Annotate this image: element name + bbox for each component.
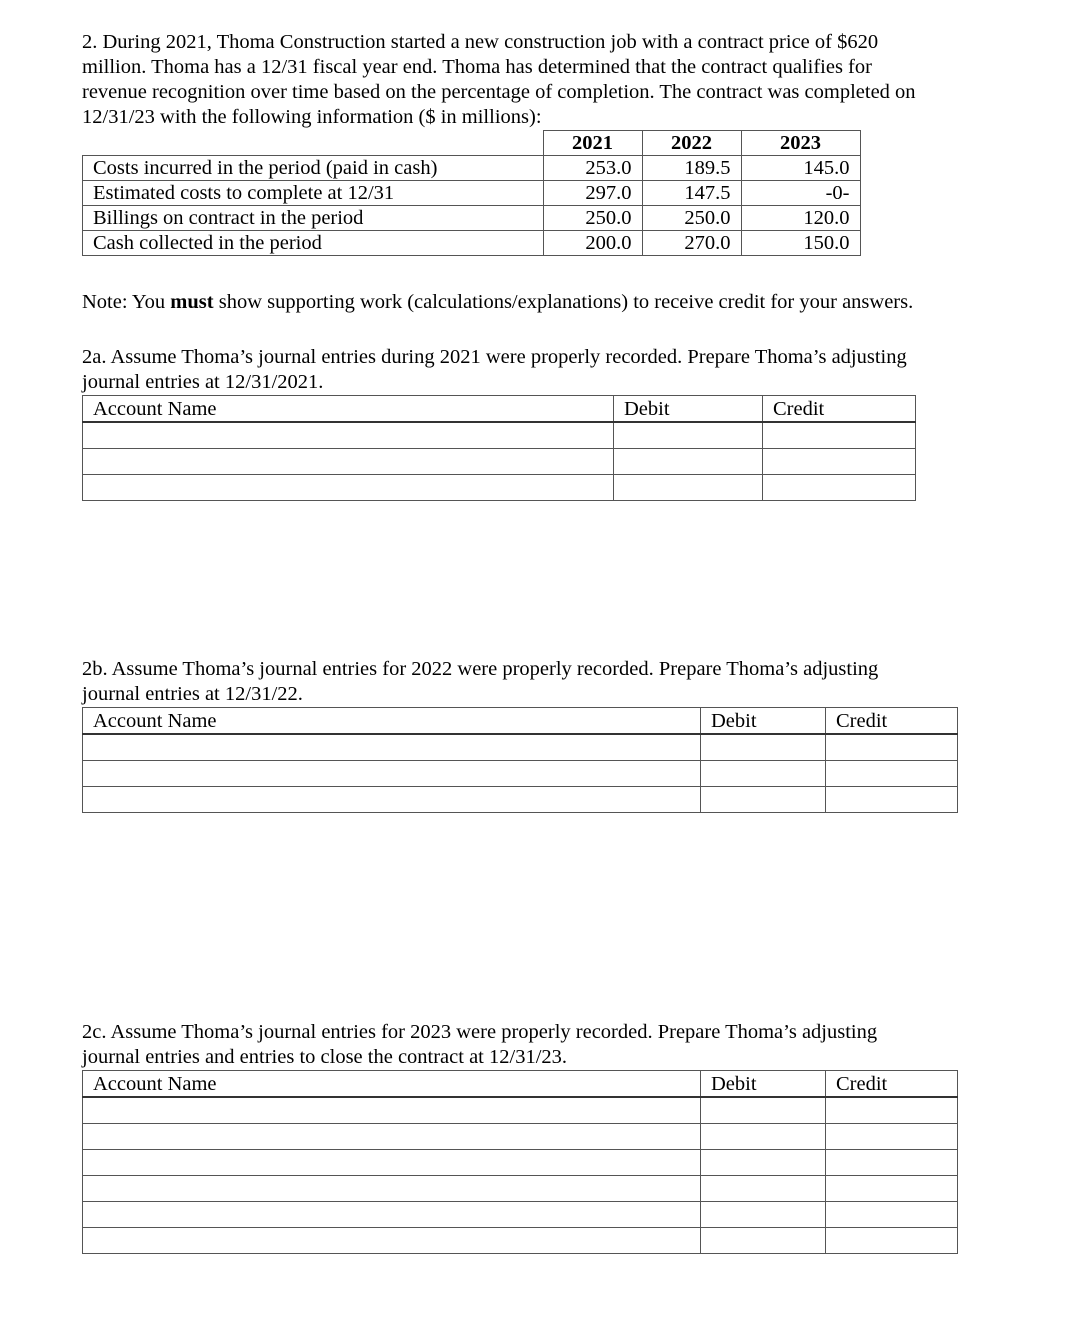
question-intro: 2. During 2021, Thoma Construction started a new construction job with a contract price of $620 million. Thoma has a 12/31 fiscal year end. Thoma has determined that the contract qualifies for revenue recognition over time based on the percentage of completion. The contract was completed on 12/31/23 with the following information ($ in millions): [82,31,916,128]
cell-value: 253.0 [543,156,642,181]
credit-cell[interactable] [826,761,958,787]
debit-cell[interactable] [701,1124,826,1150]
credit-header: Credit [826,1071,958,1098]
debit-cell[interactable] [701,1228,826,1254]
note [82,290,1012,315]
debit-header: Debit [701,1071,826,1098]
journal-table-2a [82,395,916,501]
journal-row[interactable] [83,761,958,787]
row-label: Costs incurred in the period (paid in cash) [83,156,544,181]
cell-value: 250.0 [543,206,642,231]
account-cell[interactable] [83,475,614,501]
account-cell[interactable] [83,449,614,475]
cell-value: -0- [741,181,860,206]
table-header-row [83,131,861,156]
year-header: 2022 [642,131,741,156]
credit-cell[interactable] [826,787,958,813]
journal-row[interactable] [83,422,916,449]
cell-value: 150.0 [741,231,860,256]
journal-row[interactable] [83,787,958,813]
account-cell[interactable] [83,761,701,787]
account-cell[interactable] [83,422,614,449]
credit-cell[interactable] [826,1202,958,1228]
cell-value: 145.0 [741,156,860,181]
table-row [83,156,861,181]
account-cell[interactable] [83,1124,701,1150]
table-row [83,206,861,231]
debit-cell[interactable] [614,475,763,501]
credit-cell[interactable] [763,449,916,475]
header-blank-cell [83,131,544,156]
debit-cell[interactable] [701,1202,826,1228]
question-2a-prompt: 2a. Assume Thoma’s journal entries during 2021 were properly recorded. Prepare Thoma’s adjusting journal entries at 12/31/2021. [82,346,907,393]
journal-table-2b [82,707,958,813]
credit-cell[interactable] [763,422,916,449]
journal-row[interactable] [83,1202,958,1228]
row-label: Billings on contract in the period [83,206,544,231]
journal-row[interactable] [83,1124,958,1150]
credit-header: Credit [826,708,958,735]
year-header: 2023 [741,131,860,156]
account-name-header: Account Name [83,708,701,735]
year-header: 2021 [543,131,642,156]
debit-header: Debit [614,396,763,423]
cell-value: 297.0 [543,181,642,206]
credit-cell[interactable] [826,734,958,761]
account-cell[interactable] [83,1097,701,1124]
journal-header-row [83,1071,958,1098]
note-text: Note: You [82,291,171,313]
debit-cell[interactable] [701,734,826,761]
account-name-header: Account Name [83,396,614,423]
debit-cell[interactable] [701,761,826,787]
credit-cell[interactable] [826,1097,958,1124]
credit-cell[interactable] [826,1150,958,1176]
table-row [83,231,861,256]
row-label: Cash collected in the period [83,231,544,256]
journal-row[interactable] [83,734,958,761]
journal-row[interactable] [83,449,916,475]
account-name-header: Account Name [83,1071,701,1098]
credit-cell[interactable] [826,1228,958,1254]
question-2c-prompt: 2c. Assume Thoma’s journal entries for 2023 were properly recorded. Prepare Thoma’s adjusting journal entries and entries to close the contract at 12/31/23. [82,1021,878,1068]
cell-value: 270.0 [642,231,741,256]
debit-cell[interactable] [701,1176,826,1202]
account-cell[interactable] [83,1150,701,1176]
table-row [83,181,861,206]
debit-cell[interactable] [614,422,763,449]
account-cell[interactable] [83,1202,701,1228]
note-text: show supporting work (calculations/explanations) to receive credit for your answers. [213,291,914,313]
question-2b-prompt: 2b. Assume Thoma’s journal entries for 2022 were properly recorded. Prepare Thoma’s adjusting journal entries at 12/31/22. [82,658,879,705]
credit-cell[interactable] [826,1124,958,1150]
contract-info-table [82,130,861,256]
debit-cell[interactable] [701,1097,826,1124]
debit-cell[interactable] [701,1150,826,1176]
account-cell[interactable] [83,1176,701,1202]
debit-cell[interactable] [614,449,763,475]
journal-row[interactable] [83,1097,958,1124]
row-label: Estimated costs to complete at 12/31 [83,181,544,206]
cell-value: 147.5 [642,181,741,206]
journal-header-row [83,396,916,423]
cell-value: 189.5 [642,156,741,181]
debit-header: Debit [701,708,826,735]
journal-row[interactable] [83,1176,958,1202]
credit-cell[interactable] [826,1176,958,1202]
journal-header-row [83,708,958,735]
journal-row[interactable] [83,1228,958,1254]
account-cell[interactable] [83,787,701,813]
journal-row[interactable] [83,475,916,501]
journal-table-2c [82,1070,958,1254]
journal-row[interactable] [83,1150,958,1176]
account-cell[interactable] [83,1228,701,1254]
debit-cell[interactable] [701,787,826,813]
note-emphasis: must [170,291,214,313]
account-cell[interactable] [83,734,701,761]
cell-value: 250.0 [642,206,741,231]
credit-cell[interactable] [763,475,916,501]
credit-header: Credit [763,396,916,423]
cell-value: 120.0 [741,206,860,231]
cell-value: 200.0 [543,231,642,256]
